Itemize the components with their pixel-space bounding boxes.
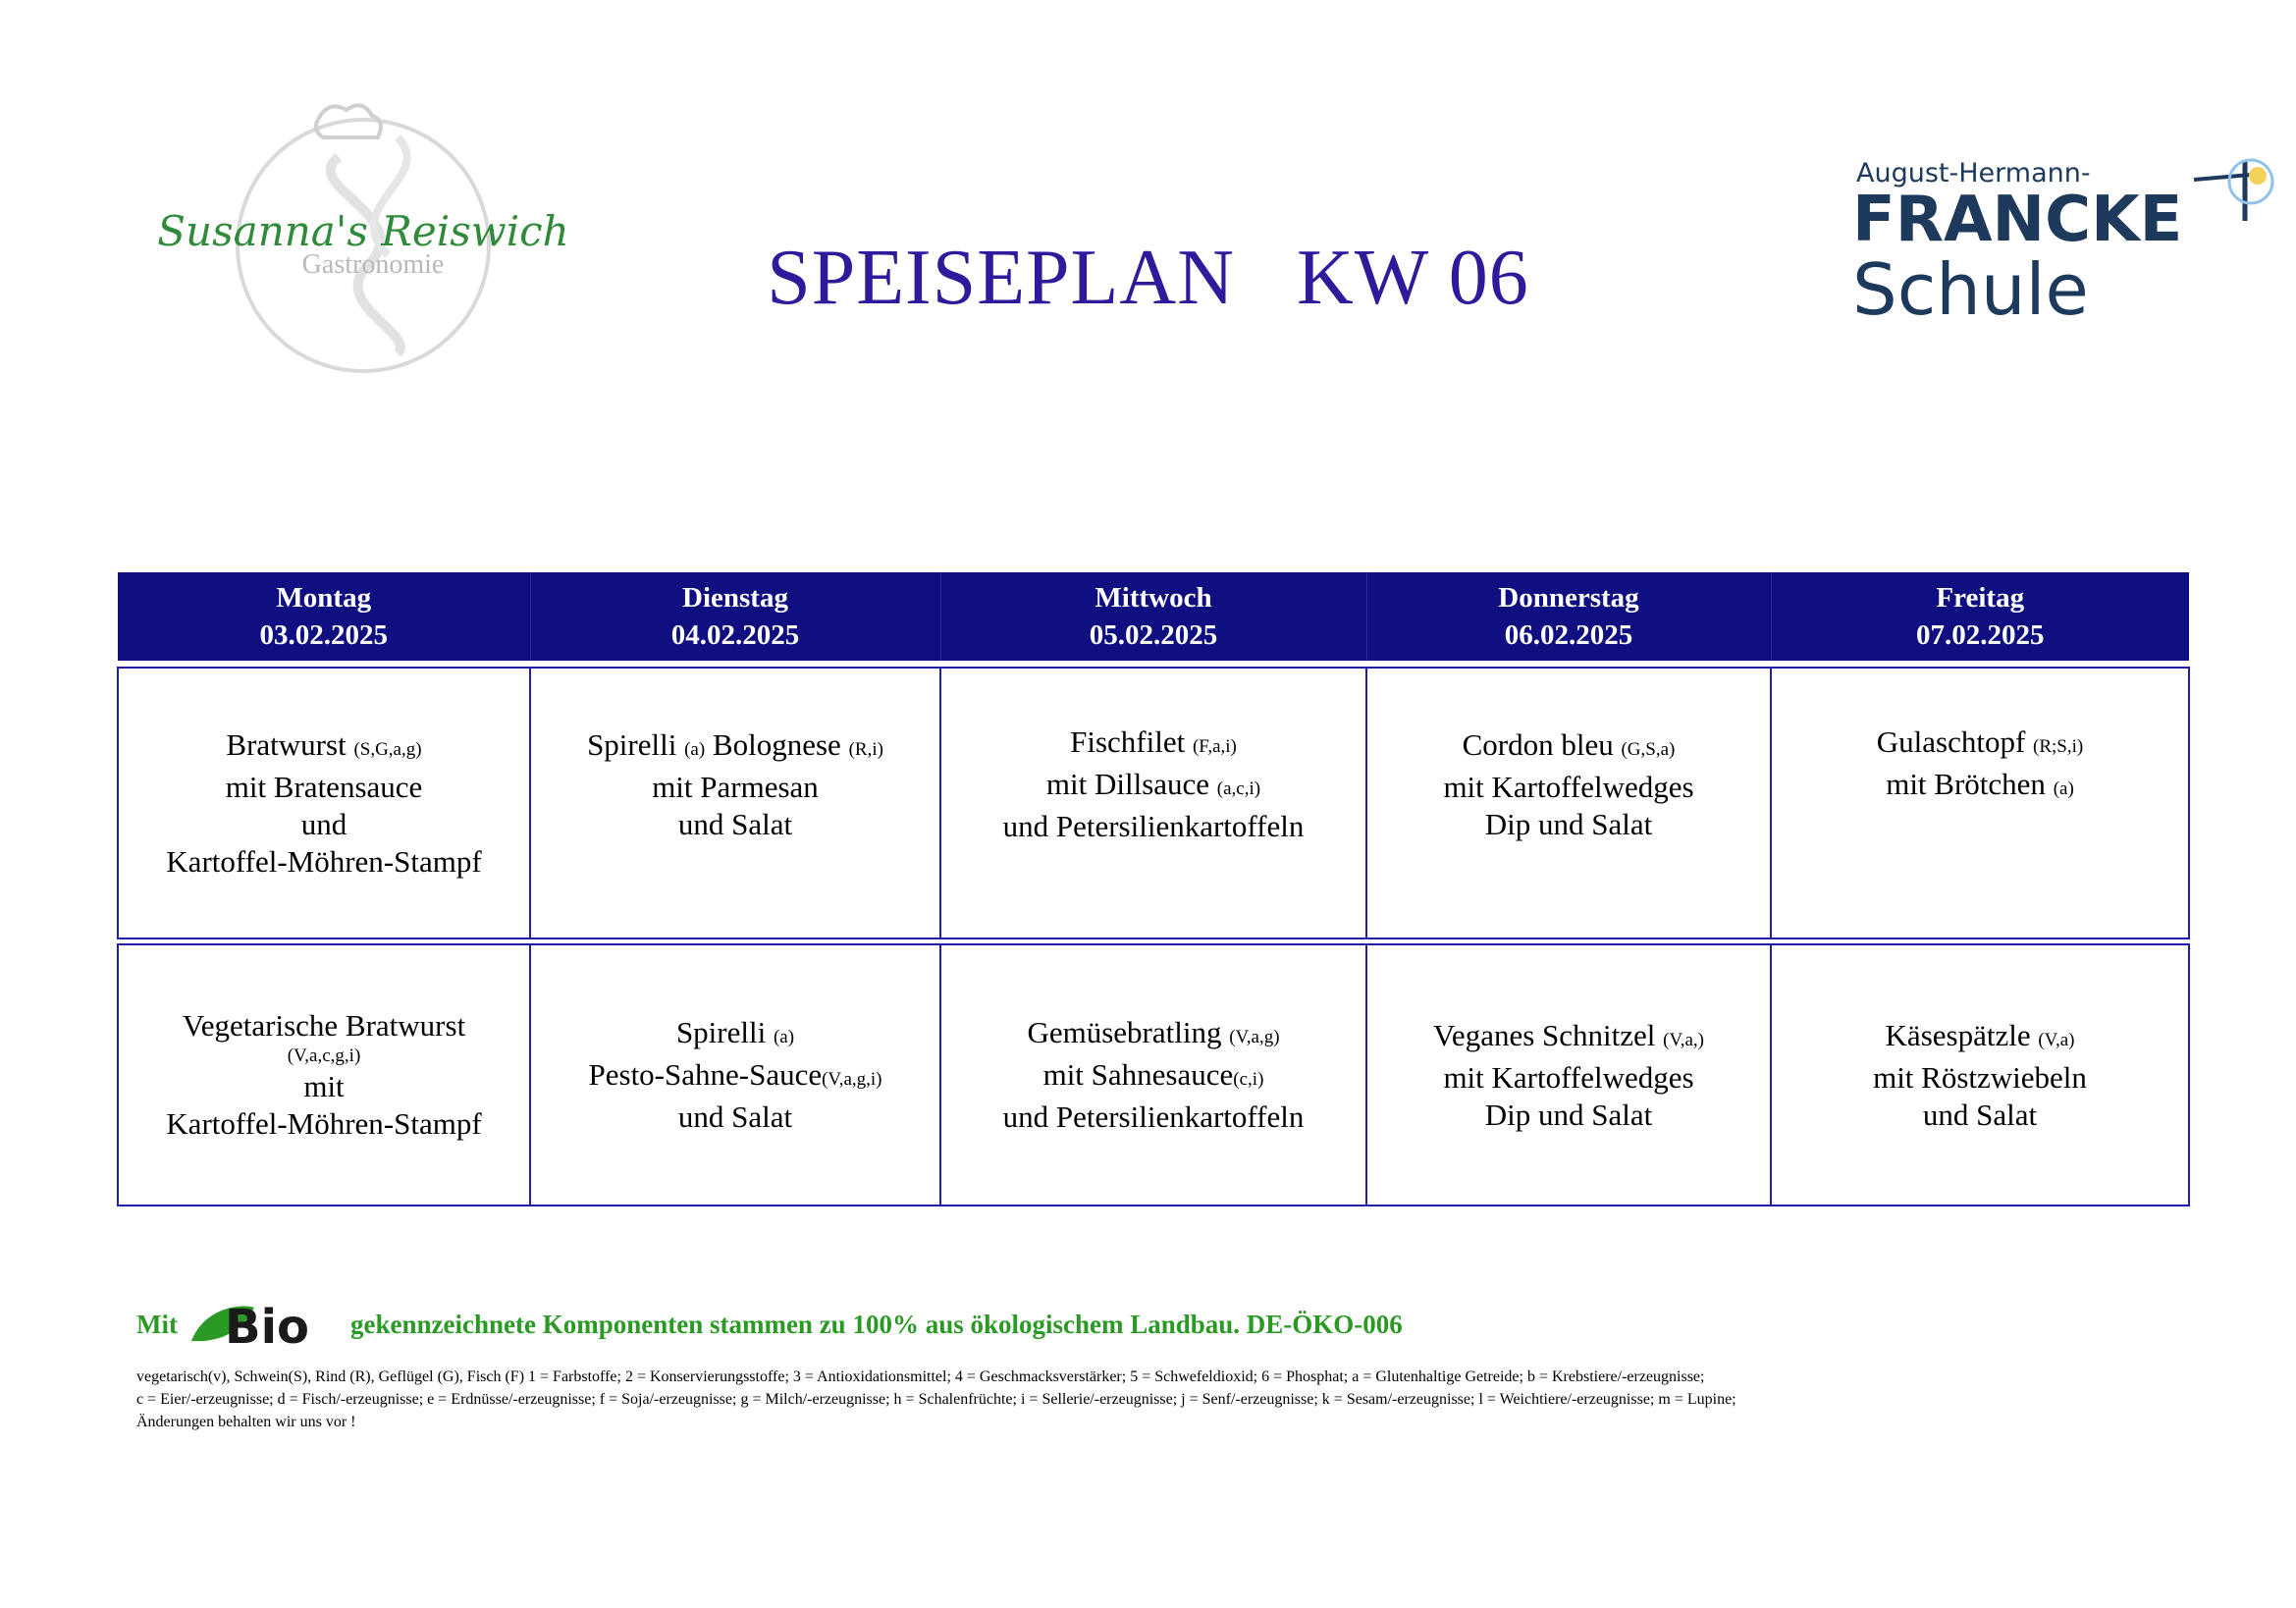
- page-title: SPEISEPLAN KW 06: [767, 235, 1529, 321]
- dish-line: und Salat: [677, 1099, 793, 1134]
- dish-text: mit Dillsauce: [1045, 767, 1217, 801]
- dish-text: mit Sahnesauce: [1042, 1057, 1234, 1092]
- bio-logo-text: Bio: [224, 1300, 309, 1355]
- day-header-tue: [530, 572, 940, 661]
- day-name: Dienstag: [682, 582, 788, 614]
- dish-line: [1782, 766, 2178, 808]
- menu-cell-thu-1: [1366, 668, 1771, 938]
- dish-line: und Salat: [677, 806, 793, 841]
- dish-line: Dip und Salat: [1484, 1097, 1653, 1132]
- day-name: Montag: [276, 582, 372, 614]
- day-header-fri: [1771, 572, 2189, 661]
- cross-icon: [2194, 160, 2272, 221]
- menu-cell-mon-2: [118, 944, 530, 1206]
- dish-line: Kartoffel-Möhren-Stampf: [166, 843, 482, 879]
- day-header-mon: [118, 572, 530, 661]
- dish-line: und Petersilienkartoffeln: [1002, 809, 1305, 843]
- dish-text: Fischfilet: [1070, 724, 1193, 759]
- dish-line: Vegetarische Bratwurst: [182, 1008, 466, 1043]
- day-date: 06.02.2025: [1504, 619, 1633, 651]
- dish-line: mit: [303, 1069, 345, 1103]
- dish-line: und: [300, 806, 347, 841]
- allergen-legend: [136, 1366, 2198, 1433]
- dish-text: Bratwurst: [226, 726, 354, 762]
- menu-cell-mon-1: [118, 668, 530, 938]
- dish-line: mit Kartoffelwedges: [1443, 1059, 1694, 1095]
- day-date: 04.02.2025: [670, 619, 800, 651]
- logo-line2: FRANCKE: [1852, 184, 2183, 256]
- dish-text: Spirelli: [675, 1015, 774, 1049]
- dish-line: mit Bratensauce: [225, 769, 423, 804]
- allergen-code: (a): [773, 1027, 795, 1047]
- dish-line: [541, 726, 930, 769]
- day-name: Donnerstag: [1498, 582, 1639, 614]
- dish-line: [951, 1056, 1356, 1099]
- bio-leaf-icon: [186, 1298, 343, 1355]
- dish-line: mit Kartoffelwedges: [1443, 769, 1694, 804]
- dish-line: [1377, 1017, 1760, 1059]
- allergen-code: (a,c,i): [1216, 778, 1261, 799]
- menu-row-2: [118, 944, 2189, 1206]
- legend-line: vegetarisch(v), Schwein(S), Rind (R), Geflügel (G), Fisch (F) 1 = Farbstoffe; 2 = Konservierungsstoffe; 3 = Antioxidationsmittel; 4 = Geschmacksverstärker; 5 = Schwefeldioxid; 6 = Phosphat; a = Glutenhaltige Getreide; b = Krebstiere/-erzeugnisse;: [136, 1368, 1705, 1385]
- day-header-row: [118, 572, 2189, 661]
- dish-line: [1782, 724, 2178, 766]
- dish-text: Cordon bleu: [1462, 726, 1622, 762]
- allergen-code: (R;S,i): [2033, 736, 2084, 757]
- logo-line1: August-Hermann-: [1856, 158, 2091, 188]
- dish-text: Pesto-Sahne-Sauce: [588, 1057, 823, 1092]
- bio-text: gekennzeichnete Komponenten stammen zu 100% aus ökologischem Landbau. DE-ÖKO-006: [349, 1309, 1403, 1339]
- logo-line3: Schule: [1852, 248, 2089, 331]
- dish-line: mit Parmesan: [652, 769, 819, 804]
- menu-cell-tue-2: [530, 944, 940, 1206]
- allergen-code: (R,i): [848, 738, 883, 760]
- dish-line: [541, 1014, 930, 1056]
- day-date: 07.02.2025: [1916, 619, 2045, 651]
- dish-line: [1782, 1017, 2178, 1059]
- allergen-code: (V,a,g): [1229, 1027, 1280, 1047]
- menu-cell-fri-2: [1771, 944, 2189, 1206]
- allergen-code: (F,a,i): [1192, 736, 1237, 757]
- menu-cell-wed-2: [940, 944, 1366, 1206]
- allergen-code: (a): [2053, 778, 2074, 799]
- bio-prefix: Mit: [136, 1309, 178, 1339]
- day-header-wed: [940, 572, 1366, 661]
- legend-line: c = Eier/-erzeugnisse; d = Fisch/-erzeugnisse; e = Erdnüsse/-erzeugnisse; f = Soja/-erzeugnisse; g = Milch/-erzeugnisse; h = Schalenfrüchte; i = Sellerie/-erzeugnisse; j = Senf/-erzeugnisse; k = Sesam/-erzeugnisse; l = Weichtiere/-erzeugnisse; m = Lupine;: [136, 1391, 1736, 1408]
- dish-line: Kartoffel-Möhren-Stampf: [166, 1106, 482, 1141]
- dish-text: Käsespätzle: [1885, 1017, 2039, 1052]
- menu-cell-thu-2: [1366, 944, 1771, 1206]
- dish-line: [951, 1014, 1356, 1056]
- day-name: Mittwoch: [1095, 582, 1212, 614]
- dish-text: Spirelli: [587, 726, 685, 762]
- logo-script: Susanna's Reiswich: [157, 207, 569, 255]
- day-date: 03.02.2025: [259, 619, 388, 651]
- dish-line: [129, 726, 519, 769]
- bio-notice: [136, 1298, 1403, 1355]
- dish-line: [951, 766, 1356, 808]
- allergen-code: (c,i): [1233, 1069, 1264, 1090]
- allergen-code: (a): [684, 738, 706, 760]
- day-header-thu: [1366, 572, 1771, 661]
- allergen-code: (G,S,a): [1621, 738, 1676, 760]
- allergen-code: (V,a,): [1663, 1029, 1704, 1050]
- legend-line: Änderungen behalten wir uns vor !: [136, 1414, 356, 1430]
- dish-line: [541, 1056, 930, 1099]
- allergen-code: (V,a,g,i): [822, 1069, 882, 1090]
- allergen-code: (V,a,c,g,i): [287, 1045, 361, 1066]
- dish-text: mit Brötchen: [1886, 767, 2054, 801]
- dish-text: Bolognese: [705, 726, 849, 762]
- dish-line: und Salat: [1922, 1097, 2038, 1132]
- dish-line: [1377, 726, 1760, 769]
- dish-line: Dip und Salat: [1484, 806, 1653, 841]
- day-date: 05.02.2025: [1089, 619, 1218, 651]
- dish-text: Gulaschtopf: [1876, 724, 2034, 759]
- dish-text: Veganes Schnitzel: [1432, 1017, 1664, 1052]
- menu-table: [117, 572, 2190, 1206]
- allergen-code: (S,G,a,g): [353, 738, 422, 760]
- menu-cell-fri-1: [1771, 668, 2189, 938]
- dish-line: und Petersilienkartoffeln: [1002, 1099, 1305, 1134]
- menu-cell-tue-1: [530, 668, 940, 938]
- dish-line: [951, 724, 1356, 766]
- menu-row-1: [118, 668, 2189, 938]
- dish-line: mit Röstzwiebeln: [1873, 1059, 2087, 1095]
- dish-text: Gemüsebratling: [1027, 1015, 1230, 1049]
- logo-sub: Gastronomie: [301, 249, 445, 280]
- menu-cell-wed-1: [940, 668, 1366, 938]
- day-name: Freitag: [1936, 582, 2025, 614]
- allergen-code: (V,a): [2038, 1029, 2075, 1050]
